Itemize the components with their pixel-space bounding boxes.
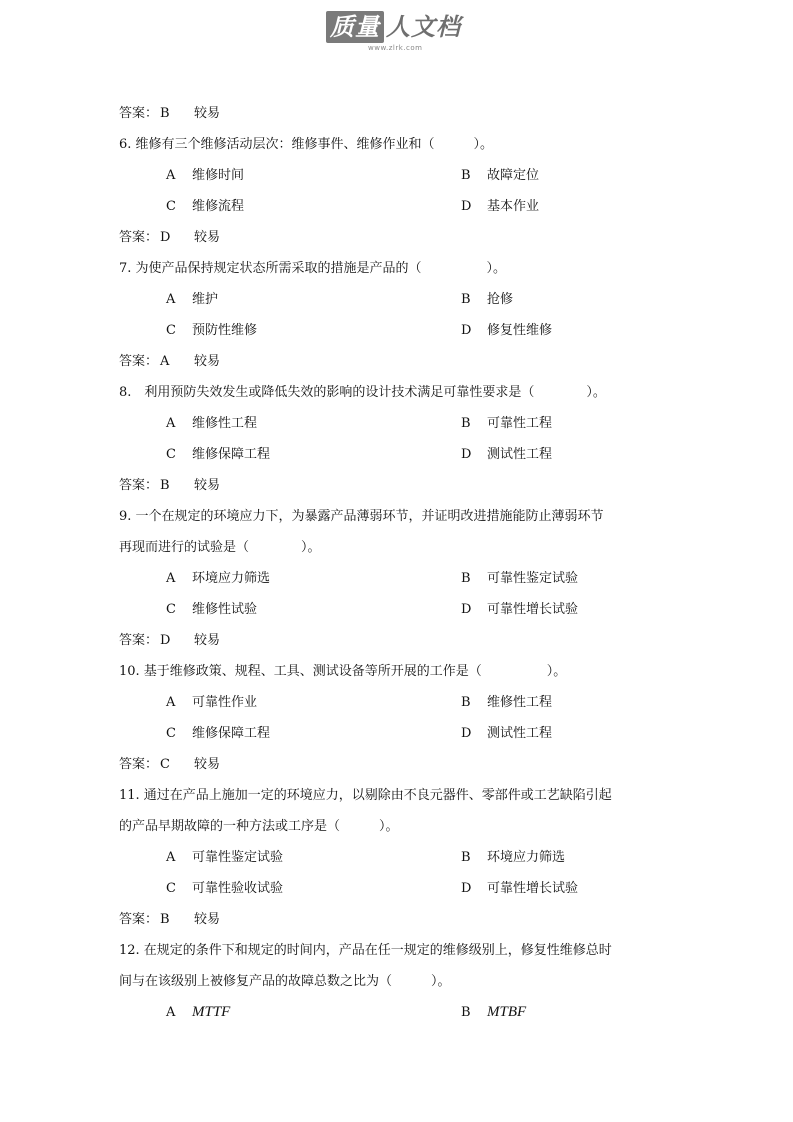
option-letter: D [461, 199, 472, 214]
option-letter: D [461, 602, 472, 617]
option-letter: D [461, 447, 472, 462]
option-item [166, 594, 257, 625]
option-letter: B [461, 850, 471, 865]
answer-line [119, 625, 679, 656]
option-text: 维修流程 [192, 199, 245, 214]
question-text: 10. 基于维修政策、规程、工具、测试设备等所开展的工作是（ ）。 [119, 664, 567, 679]
answer-letter: B [160, 912, 170, 927]
option-letter: A [166, 1005, 176, 1020]
option-row [119, 284, 679, 315]
question-text: 6. 维修有三个维修活动层次：维修事件、维修作业和（ ）。 [119, 137, 494, 152]
logo-url: www.zlrk.com [368, 44, 423, 52]
site-logo [326, 10, 466, 60]
difficulty-level: 较易 [194, 230, 221, 245]
option-item [166, 718, 270, 749]
option-item [461, 408, 552, 439]
option-text: 可靠性增长试验 [487, 602, 579, 617]
option-item [166, 315, 257, 346]
option-row [119, 160, 679, 191]
answer-letter: C [160, 757, 170, 772]
option-item [461, 718, 552, 749]
option-item [166, 563, 270, 594]
question-text: 9. 一个在规定的环境应力下，为暴露产品薄弱环节，并证明改进措施能防止薄弱环节 [119, 509, 604, 524]
option-letter: A [166, 292, 176, 307]
option-letter: D [461, 881, 472, 896]
option-letter: D [461, 726, 472, 741]
option-text: 可靠性鉴定试验 [192, 850, 284, 865]
option-text: 维护 [192, 292, 219, 307]
question-text: 间与在该级别上被修复产品的故障总数之比为（ ）。 [119, 974, 451, 989]
answer-label: 答案： [119, 912, 159, 927]
option-item [461, 191, 539, 222]
difficulty-level: 较易 [194, 757, 221, 772]
option-item [461, 563, 578, 594]
difficulty-level: 较易 [194, 912, 221, 927]
option-text: 可靠性鉴定试验 [487, 571, 579, 586]
answer-line [119, 904, 679, 935]
option-item [461, 842, 565, 873]
option-letter: A [166, 168, 176, 183]
answer-letter: B [160, 106, 170, 121]
difficulty-level: 较易 [194, 633, 221, 648]
option-letter: D [461, 323, 472, 338]
option-text: 维修保障工程 [192, 726, 271, 741]
answer-line [119, 222, 679, 253]
option-letter: A [166, 416, 176, 431]
option-letter: C [166, 323, 176, 338]
answer-line [119, 470, 679, 501]
option-text: 故障定位 [487, 168, 540, 183]
logo-text: 人文档 [386, 13, 461, 41]
option-text: MTBF [487, 1004, 527, 1020]
option-letter: A [166, 695, 176, 710]
answer-letter: D [160, 230, 171, 245]
option-text: 测试性工程 [487, 447, 553, 462]
option-letter: C [166, 602, 176, 617]
answer-letter: B [160, 478, 170, 493]
option-letter: B [461, 292, 471, 307]
option-text: 可靠性验收试验 [192, 881, 284, 896]
option-item [461, 997, 526, 1028]
option-item [166, 408, 257, 439]
option-row [119, 718, 679, 749]
option-letter: B [461, 1005, 471, 1020]
option-letter: C [166, 726, 176, 741]
document-body [119, 98, 679, 1028]
option-text: 基本作业 [487, 199, 540, 214]
option-text: MTTF [192, 1004, 231, 1020]
answer-line [119, 749, 679, 780]
option-row [119, 842, 679, 873]
option-text: 可靠性增长试验 [487, 881, 579, 896]
option-letter: A [166, 571, 176, 586]
option-item [461, 873, 578, 904]
option-item [461, 687, 552, 718]
option-text: 环境应力筛选 [487, 850, 566, 865]
option-text: 预防性维修 [192, 323, 258, 338]
option-letter: B [461, 571, 471, 586]
option-text: 维修性工程 [487, 695, 553, 710]
option-row [119, 439, 679, 470]
question-text: 7. 为使产品保持规定状态所需采取的措施是产品的（ ）。 [119, 261, 507, 276]
option-row [119, 315, 679, 346]
option-text: 维修保障工程 [192, 447, 271, 462]
option-text: 环境应力筛选 [192, 571, 271, 586]
difficulty-level: 较易 [194, 106, 221, 121]
question-text: 11. 通过在产品上施加一定的环境应力，以剔除由不良元器件、零部件或工艺缺陷引起 [119, 788, 612, 803]
answer-label: 答案： [119, 478, 159, 493]
option-row [119, 997, 679, 1028]
difficulty-level: 较易 [194, 354, 221, 369]
option-row [119, 563, 679, 594]
option-item [461, 439, 552, 470]
option-text: 维修时间 [192, 168, 245, 183]
option-item [461, 315, 552, 346]
option-text: 测试性工程 [487, 726, 553, 741]
option-text: 修复性维修 [487, 323, 553, 338]
option-text: 抢修 [487, 292, 514, 307]
option-letter: B [461, 168, 471, 183]
answer-label: 答案： [119, 106, 159, 121]
answer-line [119, 346, 679, 377]
option-row [119, 687, 679, 718]
option-text: 维修性试验 [192, 602, 258, 617]
answer-label: 答案： [119, 633, 159, 648]
option-row [119, 873, 679, 904]
option-item [166, 873, 283, 904]
answer-label: 答案： [119, 757, 159, 772]
option-letter: C [166, 881, 176, 896]
question-text: 12. 在规定的条件下和规定的时间内，产品在任一规定的维修级别上，修复性维修总时 [119, 943, 612, 958]
option-row [119, 408, 679, 439]
answer-label: 答案： [119, 354, 159, 369]
logo-boxed-text: 质量 [326, 11, 384, 43]
option-letter: C [166, 199, 176, 214]
option-item [166, 842, 283, 873]
question-text: 再现而进行的试验是（ ）。 [119, 540, 321, 555]
option-letter: C [166, 447, 176, 462]
option-text: 可靠性作业 [192, 695, 258, 710]
answer-letter: D [160, 633, 171, 648]
option-item [166, 997, 230, 1028]
option-item [166, 439, 270, 470]
option-item [461, 160, 539, 191]
option-letter: B [461, 695, 471, 710]
option-item [166, 191, 244, 222]
question-text: 8. 利用预防失效发生或降低失效的影响的设计技术满足可靠性要求是（ ）。 [119, 385, 606, 400]
question-text: 的产品早期故障的一种方法或工序是（ ）。 [119, 819, 399, 834]
answer-line [119, 98, 679, 129]
difficulty-level: 较易 [194, 478, 221, 493]
option-row [119, 191, 679, 222]
option-letter: B [461, 416, 471, 431]
option-row [119, 594, 679, 625]
option-item [461, 284, 513, 315]
option-text: 可靠性工程 [487, 416, 553, 431]
option-item [166, 284, 218, 315]
option-item [166, 160, 244, 191]
option-text: 维修性工程 [192, 416, 258, 431]
option-letter: A [166, 850, 176, 865]
option-item [166, 687, 257, 718]
answer-letter: A [160, 354, 170, 369]
answer-label: 答案： [119, 230, 159, 245]
option-item [461, 594, 578, 625]
